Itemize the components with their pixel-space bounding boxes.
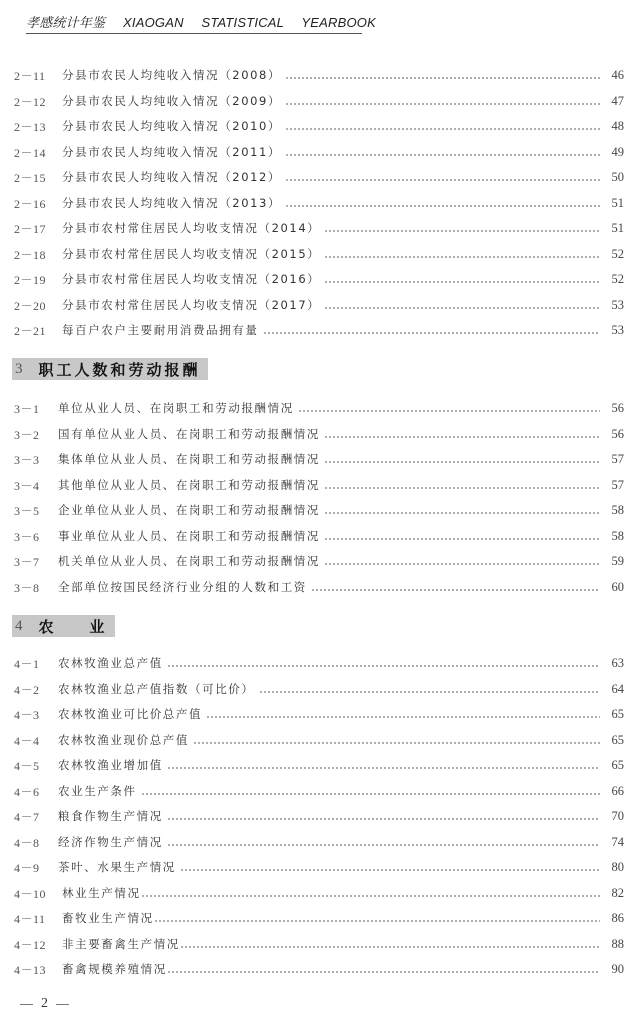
entry-number: 3－7 xyxy=(14,554,40,569)
entry-page: 57 xyxy=(611,477,624,492)
entry-page: 47 xyxy=(611,93,624,108)
entry-page: 82 xyxy=(611,885,624,900)
leader-dots xyxy=(311,589,600,591)
entry-title: 分县市农村常住居民人均收支情况（2015） xyxy=(62,247,321,261)
toc-entry[interactable] xyxy=(14,679,624,699)
entry-page: 50 xyxy=(611,169,624,184)
toc-entry[interactable] xyxy=(14,167,624,187)
entry-title: 机关单位从业人员、在岗职工和劳动报酬情况 xyxy=(58,554,320,568)
entry-page: 86 xyxy=(611,910,624,925)
entry-title: 农林牧渔业总产值 xyxy=(58,656,163,670)
entry-title: 企业单位从业人员、在岗职工和劳动报酬情况 xyxy=(58,503,320,517)
entry-number: 2－15 xyxy=(14,170,47,185)
leader-dots xyxy=(167,844,600,846)
footer-dash-right xyxy=(56,1004,69,1005)
entry-title: 国有单位从业人员、在岗职工和劳动报酬情况 xyxy=(58,427,320,441)
leader-dots xyxy=(324,461,600,463)
entry-number: 4－4 xyxy=(14,733,40,748)
entry-title: 集体单位从业人员、在岗职工和劳动报酬情况 xyxy=(58,452,320,466)
leader-dots xyxy=(324,230,600,232)
leader-dots xyxy=(285,179,600,181)
entry-title: 农业生产条件 xyxy=(58,784,137,798)
toc-entry[interactable] xyxy=(14,424,624,444)
toc-entry[interactable] xyxy=(14,65,624,85)
entry-title: 林业生产情况 xyxy=(62,886,141,900)
leader-dots xyxy=(285,154,600,156)
entry-page: 90 xyxy=(611,961,624,976)
leader-dots xyxy=(324,563,600,565)
entry-number: 4－9 xyxy=(14,860,40,875)
leader-dots xyxy=(285,128,600,130)
entry-page: 53 xyxy=(611,297,624,312)
entry-title: 分县市农民人均纯收入情况（2009） xyxy=(62,94,282,108)
entry-number: 2－14 xyxy=(14,145,47,160)
entry-title: 其他单位从业人员、在岗职工和劳动报酬情况 xyxy=(58,478,320,492)
leader-dots xyxy=(324,307,600,309)
footer-dash-left xyxy=(20,1004,33,1005)
entry-title: 农林牧渔业现价总产值 xyxy=(58,733,189,747)
entry-page: 74 xyxy=(611,834,624,849)
entry-number: 3－5 xyxy=(14,503,40,518)
entry-page: 65 xyxy=(611,706,624,721)
leader-dots xyxy=(263,332,601,334)
leader-dots xyxy=(167,665,600,667)
entry-page: 52 xyxy=(611,271,624,286)
section-title: 职工人数和劳动报酬 xyxy=(38,360,201,379)
leader-dots xyxy=(285,77,600,79)
leader-dots xyxy=(285,205,600,207)
entry-page: 52 xyxy=(611,246,624,261)
leader-dots xyxy=(167,818,600,820)
entry-number: 4－13 xyxy=(14,962,47,977)
section-number: 4 xyxy=(15,617,23,634)
toc-entry[interactable] xyxy=(14,755,624,775)
entry-page: 46 xyxy=(611,67,624,82)
entry-page: 56 xyxy=(611,400,624,415)
leader-dots xyxy=(259,691,601,693)
leader-dots xyxy=(180,946,600,948)
entry-title: 农林牧渔业增加值 xyxy=(58,758,163,772)
section-number: 3 xyxy=(15,360,23,377)
entry-page: 51 xyxy=(611,195,624,210)
section-title: 农 业 xyxy=(38,617,108,636)
entry-number: 4－10 xyxy=(14,886,47,901)
toc-entry[interactable] xyxy=(14,218,624,238)
toc-entry[interactable] xyxy=(14,704,624,724)
toc-entry[interactable] xyxy=(14,91,624,111)
entry-title: 非主要畜禽生产情况 xyxy=(62,937,180,951)
entry-page: 49 xyxy=(611,144,624,159)
entry-title: 分县市农村常住居民人均收支情况（2017） xyxy=(62,298,321,312)
header-title-en: XIAOGAN STATISTICAL YEARBOOK xyxy=(123,15,376,30)
entry-number: 4－12 xyxy=(14,937,47,952)
toc-entry[interactable] xyxy=(14,857,624,877)
entry-title: 每百户农户主要耐用消费品拥有量 xyxy=(62,323,259,337)
entry-number: 2－11 xyxy=(14,68,46,83)
entry-title: 分县市农村常住居民人均收支情况（2014） xyxy=(62,221,321,235)
toc-entry[interactable] xyxy=(14,934,624,954)
entry-number: 4－6 xyxy=(14,784,40,799)
entry-title: 粮食作物生产情况 xyxy=(58,809,163,823)
leader-dots xyxy=(206,716,600,718)
toc-entry[interactable] xyxy=(14,730,624,750)
entry-title: 农林牧渔业可比价总产值 xyxy=(58,707,203,721)
toc-entry[interactable] xyxy=(14,142,624,162)
toc-entry[interactable] xyxy=(14,295,624,315)
entry-title: 分县市农民人均纯收入情况（2012） xyxy=(62,170,282,184)
toc-entry[interactable] xyxy=(14,193,624,213)
section-heading-3[interactable] xyxy=(12,358,208,380)
entry-page: 48 xyxy=(611,118,624,133)
entry-title: 分县市农民人均纯收入情况（2010） xyxy=(62,119,282,133)
leader-dots xyxy=(324,436,600,438)
entry-number: 4－5 xyxy=(14,758,40,773)
toc-entry[interactable] xyxy=(14,320,624,340)
toc-entry[interactable] xyxy=(14,500,624,520)
toc-entry[interactable] xyxy=(14,577,624,597)
toc-entry[interactable] xyxy=(14,832,624,852)
toc-entry[interactable] xyxy=(14,959,624,979)
entry-page: 51 xyxy=(611,220,624,235)
entry-title: 畜禽规模养殖情况 xyxy=(62,962,167,976)
entry-number: 2－21 xyxy=(14,323,47,338)
leader-dots xyxy=(324,256,600,258)
entry-number: 4－8 xyxy=(14,835,40,850)
toc-entry[interactable] xyxy=(14,449,624,469)
toc-entry[interactable] xyxy=(14,475,624,495)
entry-title: 茶叶、水果生产情况 xyxy=(58,860,176,874)
entry-title: 分县市农民人均纯收入情况（2011） xyxy=(62,145,282,159)
entry-number: 3－2 xyxy=(14,427,40,442)
leader-dots xyxy=(193,742,600,744)
entry-page: 58 xyxy=(611,502,624,517)
leader-dots xyxy=(141,895,600,897)
toc-entry[interactable] xyxy=(14,526,624,546)
leader-dots xyxy=(324,512,600,514)
entry-number: 2－13 xyxy=(14,119,47,134)
page-footer xyxy=(20,996,69,1012)
entry-page: 66 xyxy=(611,783,624,798)
entry-number: 3－4 xyxy=(14,478,40,493)
entry-title: 事业单位从业人员、在岗职工和劳动报酬情况 xyxy=(58,529,320,543)
page-number: 2 xyxy=(41,996,48,1011)
toc-entry[interactable] xyxy=(14,551,624,571)
leader-dots xyxy=(324,538,600,540)
toc-entry[interactable] xyxy=(14,653,624,673)
entry-title: 畜牧业生产情况 xyxy=(62,911,154,925)
entry-page: 70 xyxy=(611,808,624,823)
entry-title: 分县市农村常住居民人均收支情况（2016） xyxy=(62,272,321,286)
entry-number: 3－8 xyxy=(14,580,40,595)
entry-page: 56 xyxy=(611,426,624,441)
entry-page: 58 xyxy=(611,528,624,543)
leader-dots xyxy=(154,920,600,922)
leader-dots xyxy=(167,767,600,769)
entry-number: 2－19 xyxy=(14,272,47,287)
section-heading-4[interactable] xyxy=(12,615,115,637)
entry-number: 3－6 xyxy=(14,529,40,544)
entry-page: 65 xyxy=(611,757,624,772)
entry-title: 农林牧渔业总产值指数（可比价） xyxy=(58,682,255,696)
entry-number: 3－3 xyxy=(14,452,40,467)
entry-title: 分县市农民人均纯收入情况（2008） xyxy=(62,68,282,82)
leader-dots xyxy=(167,971,600,973)
leader-dots xyxy=(285,103,600,105)
entry-number: 3－1 xyxy=(14,401,40,416)
toc-entry[interactable] xyxy=(14,806,624,826)
entry-number: 4－1 xyxy=(14,656,40,671)
leader-dots xyxy=(298,410,600,412)
entry-number: 4－3 xyxy=(14,707,40,722)
entry-page: 57 xyxy=(611,451,624,466)
entry-page: 60 xyxy=(611,579,624,594)
entry-page: 65 xyxy=(611,732,624,747)
entry-title: 经济作物生产情况 xyxy=(58,835,163,849)
entry-title: 分县市农民人均纯收入情况（2013） xyxy=(62,196,282,210)
toc-entry[interactable] xyxy=(14,244,624,264)
entry-title: 全部单位按国民经济行业分组的人数和工资 xyxy=(58,580,307,594)
toc-entry[interactable] xyxy=(14,908,624,928)
entry-number: 4－11 xyxy=(14,911,46,926)
leader-dots xyxy=(324,487,600,489)
leader-dots xyxy=(180,869,600,871)
toc-entry[interactable] xyxy=(14,398,624,418)
running-header xyxy=(26,12,376,34)
toc-entry[interactable] xyxy=(14,883,624,903)
entry-number: 4－7 xyxy=(14,809,40,824)
entry-number: 2－16 xyxy=(14,196,47,211)
entry-title: 单位从业人员、在岗职工和劳动报酬情况 xyxy=(58,401,294,415)
leader-dots xyxy=(141,793,600,795)
entry-number: 2－17 xyxy=(14,221,47,236)
toc-entry[interactable] xyxy=(14,116,624,136)
leader-dots xyxy=(324,281,600,283)
entry-page: 64 xyxy=(611,681,624,696)
entry-number: 2－20 xyxy=(14,298,47,313)
toc-entry[interactable] xyxy=(14,781,624,801)
entry-page: 59 xyxy=(611,553,624,568)
entry-number: 4－2 xyxy=(14,682,40,697)
header-title-cn: 孝感统计年鉴 xyxy=(26,15,106,30)
entry-number: 2－18 xyxy=(14,247,47,262)
entry-page: 63 xyxy=(611,655,624,670)
entry-page: 88 xyxy=(611,936,624,951)
toc-entry[interactable] xyxy=(14,269,624,289)
entry-page: 80 xyxy=(611,859,624,874)
entry-number: 2－12 xyxy=(14,94,47,109)
entry-page: 53 xyxy=(611,322,624,337)
